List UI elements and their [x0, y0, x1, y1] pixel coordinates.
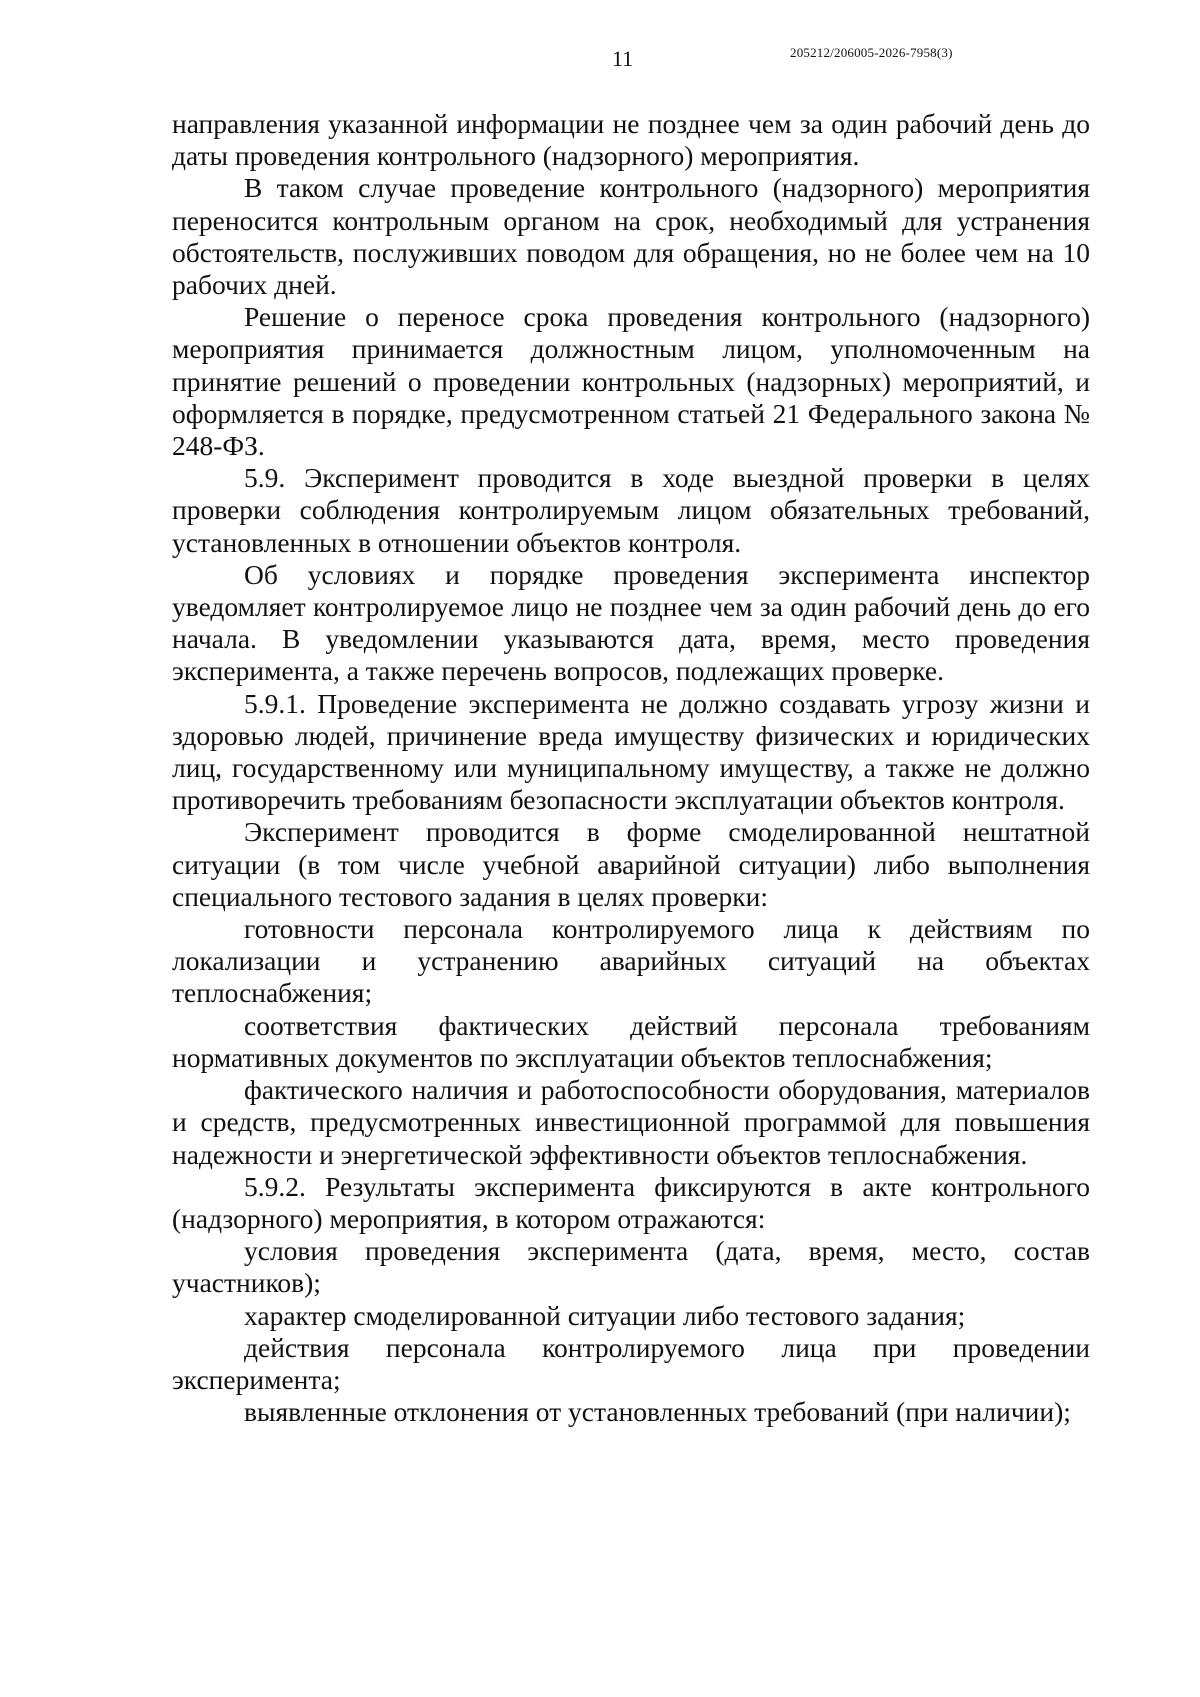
list-item-deviations: выявленные отклонения от установленных требований (при наличии);: [244, 1396, 1071, 1428]
list-item-availability: фактического наличия и работоспособности оборудования, материалов и средств, предусмотренных инвестиционной программой для повышения надежности и энергетической эффективности объектов теплоснабжения.: [172, 1074, 1090, 1170]
document-body: [172, 108, 1090, 1428]
list-item-situation-nature: характер смоделированной ситуации либо тестового задания;: [244, 1299, 966, 1331]
paragraph-experiment-notice: Об условиях и порядке проведения эксперимента инспектор уведомляет контролируемое лицо не позднее чем за один рабочий день до его начала. В уведомлении указываются дата, время, место проведения эксперимента, а также перечень вопросов, подлежащих проверке.: [172, 558, 1090, 687]
list-item-personnel-actions: действия персонала контролируемого лица при проведении эксперимента;: [172, 1331, 1090, 1395]
list-item-compliance: соответствия фактических действий персонала требованиям нормативных документов по эксплуатации объектов теплоснабжения;: [172, 1009, 1090, 1073]
list-item-readiness: готовности персонала контролируемого лица к действиям по локализации и устранению аварийных ситуаций на объектах теплоснабжения;: [172, 913, 1090, 1009]
paragraph-5-9: 5.9. Эксперимент проводится в ходе выездной проверки в целях проверки соблюдения контролируемым лицом обязательных требований, установленных в отношении объектов контроля.: [172, 462, 1090, 558]
paragraph-continuation: направления указанной информации не позднее чем за один рабочий день до даты проведения контрольного (надзорного) мероприятия.: [172, 108, 1090, 172]
page-number: 11: [612, 46, 634, 71]
paragraph-experiment-form: Эксперимент проводится в форме смоделированной нештатной ситуации (в том числе учебной аварийной ситуации) либо выполнения специального тестового задания в целях проверки:: [172, 816, 1090, 912]
list-item-conditions: условия проведения эксперимента (дата, время, место, состав участников);: [172, 1235, 1090, 1299]
document-id: 205212/206005-2026-7958(3): [790, 45, 953, 60]
paragraph-postponement-decision: Решение о переносе срока проведения контрольного (надзорного) мероприятия принимается должностным лицом, уполномоченным на принятие решений о проведении контрольных (надзорных) мероприятий, и оформляется в порядке, предусмотренном статьей 21 Федерального закона № 248-ФЗ.: [172, 301, 1090, 462]
paragraph-postponement: В таком случае проведение контрольного (надзорного) мероприятия переносится контрольным органом на срок, необходимый для устранения обстоятельств, послуживших поводом для обращения, но не более чем на 10 рабочих дней.: [172, 172, 1090, 301]
paragraph-5-9-2: 5.9.2. Результаты эксперимента фиксируются в акте контрольного (надзорного) мероприятия, в котором отражаются:: [172, 1170, 1090, 1234]
paragraph-5-9-1: 5.9.1. Проведение эксперимента не должно создавать угрозу жизни и здоровью людей, причинение вреда имуществу физических и юридических лиц, государственному или муниципальному имуществу, а также не должно противоречить требованиям безопасности эксплуатации объектов контроля.: [172, 687, 1090, 816]
